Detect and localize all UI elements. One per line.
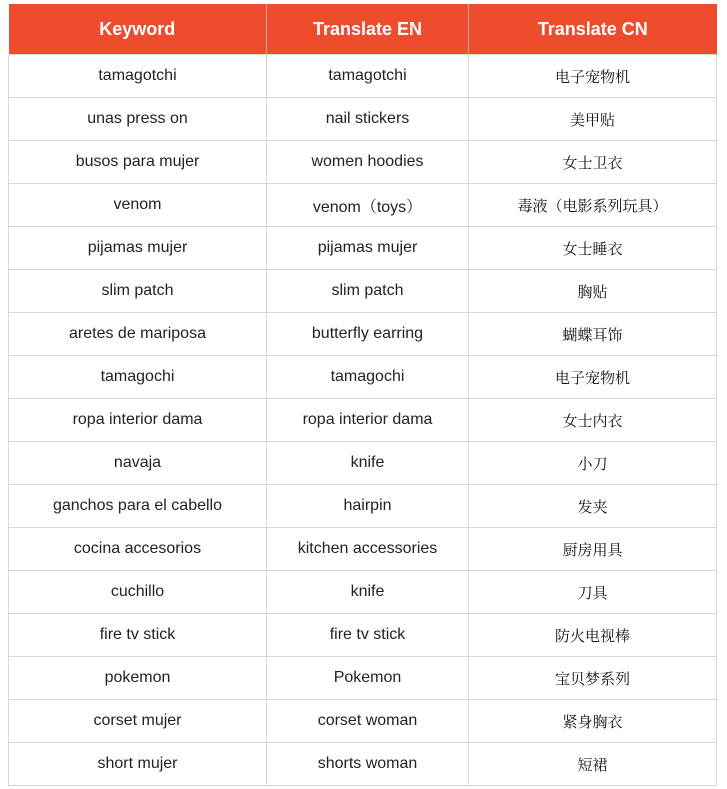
- table-row: [9, 700, 717, 743]
- translate-cn-cell: 宝贝梦系列: [469, 657, 717, 700]
- table-row: [9, 98, 717, 141]
- header-keyword: Keyword: [9, 4, 267, 55]
- translate-cn-cell: 蝴蝶耳饰: [469, 313, 717, 356]
- table-row: [9, 528, 717, 571]
- translate-cn-cell: 紧身胸衣: [469, 700, 717, 743]
- keyword-cell: cuchillo: [9, 571, 267, 614]
- keyword-cell: pokemon: [9, 657, 267, 700]
- translate-cn-cell: 小刀: [469, 442, 717, 485]
- keyword-cell: ropa interior dama: [9, 399, 267, 442]
- translate-en-cell: nail stickers: [267, 98, 469, 141]
- keyword-cell: fire tv stick: [9, 614, 267, 657]
- translate-en-cell: women hoodies: [267, 141, 469, 184]
- translate-cn-cell: 刀具: [469, 571, 717, 614]
- translate-cn-cell: 女士睡衣: [469, 227, 717, 270]
- keyword-cell: corset mujer: [9, 700, 267, 743]
- translate-en-cell: knife: [267, 571, 469, 614]
- translate-cn-cell: 女士内衣: [469, 399, 717, 442]
- table-row: [9, 485, 717, 528]
- translate-en-cell: tamagotchi: [267, 55, 469, 98]
- table-row: [9, 270, 717, 313]
- translate-en-cell: butterfly earring: [267, 313, 469, 356]
- translate-cn-cell: 厨房用具: [469, 528, 717, 571]
- keyword-translation-table: [8, 4, 717, 786]
- table-row: [9, 313, 717, 356]
- translate-en-cell: tamagochi: [267, 356, 469, 399]
- table-row: [9, 442, 717, 485]
- keyword-cell: venom: [9, 184, 267, 227]
- translate-en-cell: kitchen accessories: [267, 528, 469, 571]
- keyword-cell: unas press on: [9, 98, 267, 141]
- translate-en-cell: slim patch: [267, 270, 469, 313]
- table-row: [9, 571, 717, 614]
- keyword-translation-table-wrapper: [8, 4, 716, 786]
- header-row: [9, 4, 717, 55]
- translate-en-cell: corset woman: [267, 700, 469, 743]
- table-row: [9, 55, 717, 98]
- table-row: [9, 356, 717, 399]
- keyword-cell: aretes de mariposa: [9, 313, 267, 356]
- translate-cn-cell: 电子宠物机: [469, 356, 717, 399]
- translate-en-cell: fire tv stick: [267, 614, 469, 657]
- table-header: [9, 4, 717, 55]
- table-row: [9, 657, 717, 700]
- keyword-cell: tamagotchi: [9, 55, 267, 98]
- translate-cn-cell: 发夹: [469, 485, 717, 528]
- translate-cn-cell: 毒液（电影系列玩具）: [469, 184, 717, 227]
- translate-en-cell: Pokemon: [267, 657, 469, 700]
- table-row: [9, 399, 717, 442]
- translate-cn-cell: 短裙: [469, 743, 717, 786]
- translate-en-cell: knife: [267, 442, 469, 485]
- table-row: [9, 227, 717, 270]
- translate-cn-cell: 防火电视棒: [469, 614, 717, 657]
- table-row: [9, 184, 717, 227]
- keyword-cell: pijamas mujer: [9, 227, 267, 270]
- header-translate-en: Translate EN: [267, 4, 469, 55]
- keyword-cell: short mujer: [9, 743, 267, 786]
- table-body: [9, 55, 717, 786]
- keyword-cell: slim patch: [9, 270, 267, 313]
- header-translate-cn: Translate CN: [469, 4, 717, 55]
- translate-en-cell: ropa interior dama: [267, 399, 469, 442]
- translate-en-cell: venom（toys）: [267, 184, 469, 227]
- keyword-cell: tamagochi: [9, 356, 267, 399]
- translate-en-cell: hairpin: [267, 485, 469, 528]
- keyword-cell: cocina accesorios: [9, 528, 267, 571]
- table-row: [9, 141, 717, 184]
- translate-cn-cell: 胸贴: [469, 270, 717, 313]
- translate-cn-cell: 女士卫衣: [469, 141, 717, 184]
- translate-cn-cell: 电子宠物机: [469, 55, 717, 98]
- translate-en-cell: shorts woman: [267, 743, 469, 786]
- table-row: [9, 743, 717, 786]
- keyword-cell: busos para mujer: [9, 141, 267, 184]
- translate-en-cell: pijamas mujer: [267, 227, 469, 270]
- keyword-cell: ganchos para el cabello: [9, 485, 267, 528]
- keyword-cell: navaja: [9, 442, 267, 485]
- table-row: [9, 614, 717, 657]
- translate-cn-cell: 美甲贴: [469, 98, 717, 141]
